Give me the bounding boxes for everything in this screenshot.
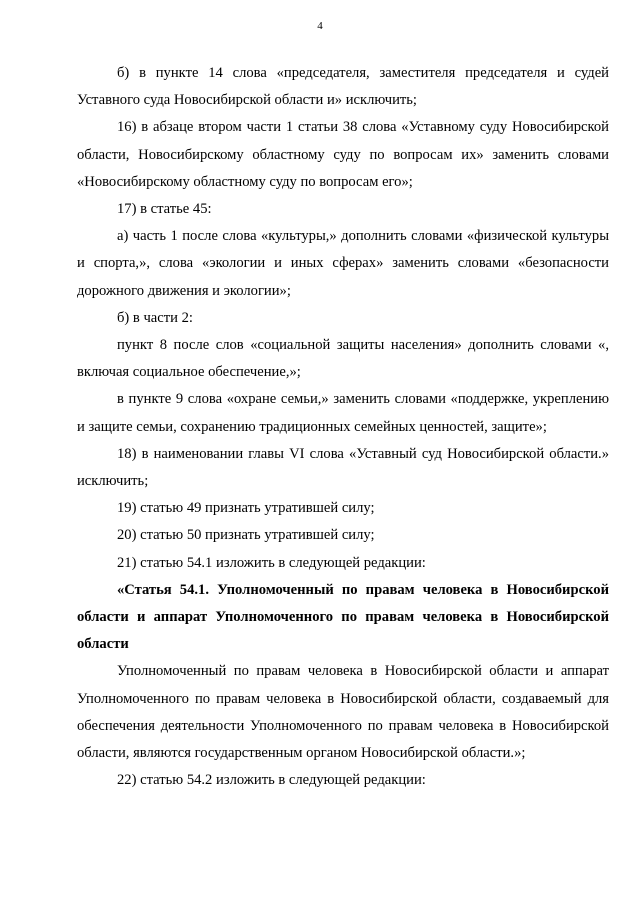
paragraph-item-22: 22) статью 54.2 изложить в следующей редакции: [117, 772, 426, 789]
paragraph-item-18: 18) в наименовании главы VI слова «Уставный суд Новосибирской области.» исключить; [77, 445, 609, 490]
article-heading-54-1: «Статья 54.1. Уполномоченный по правам человека в Новосибирской области и аппарат Уполномоченного по правам человека в Новосибирской области [77, 581, 609, 653]
paragraph-point-8: пункт 8 после слов «социальной защиты населения» дополнить словами «, включая социальное обеспечение,»; [77, 337, 609, 381]
paragraph-point-9: в пункте 9 слова «охране семьи,» заменить словами «поддержке, укреплению и защите семьи, сохранению традиционных семейных ценностей, защите»; [77, 391, 609, 435]
paragraph-item-b-point-14: б) в пункте 14 слова «председателя, заместителя председателя и судей Уставного суда Новосибирской области и» исключить; [77, 65, 609, 109]
paragraph-item-a-part-1: а) часть 1 после слова «культуры,» дополнить словами «физической культуры и спорта,», слова «экологии и иных сферах» заменить словами «безопасности дорожного движения и экологии»; [77, 228, 609, 299]
document-body [77, 60, 609, 794]
paragraph-item-21: 21) статью 54.1 изложить в следующей редакции: [117, 554, 426, 571]
paragraph-item-16: 16) в абзаце втором части 1 статьи 38 слова «Уставному суду Новосибирской области, Новосибирскому областному суду по вопросам их» заменить словами «Новосибирскому областному суду по вопросам его»; [77, 119, 609, 190]
paragraph-item-b-part-2: б) в части 2: [117, 309, 193, 326]
paragraph-article-54-1-text: Уполномоченный по правам человека в Новосибирской области и аппарат Уполномоченного по правам человека в Новосибирской области, создаваемый для обеспечения деятельности Уполномоченного по правам человека в Новосибирской области, являются государственным органом Новосибирской области.»; [77, 663, 609, 762]
paragraph-item-20: 20) статью 50 признать утратившей силу; [117, 527, 375, 544]
page-number: 4 [317, 20, 323, 32]
paragraph-item-19: 19) статью 49 признать утратившей силу; [117, 500, 375, 517]
paragraph-item-17: 17) в статье 45: [117, 201, 212, 218]
